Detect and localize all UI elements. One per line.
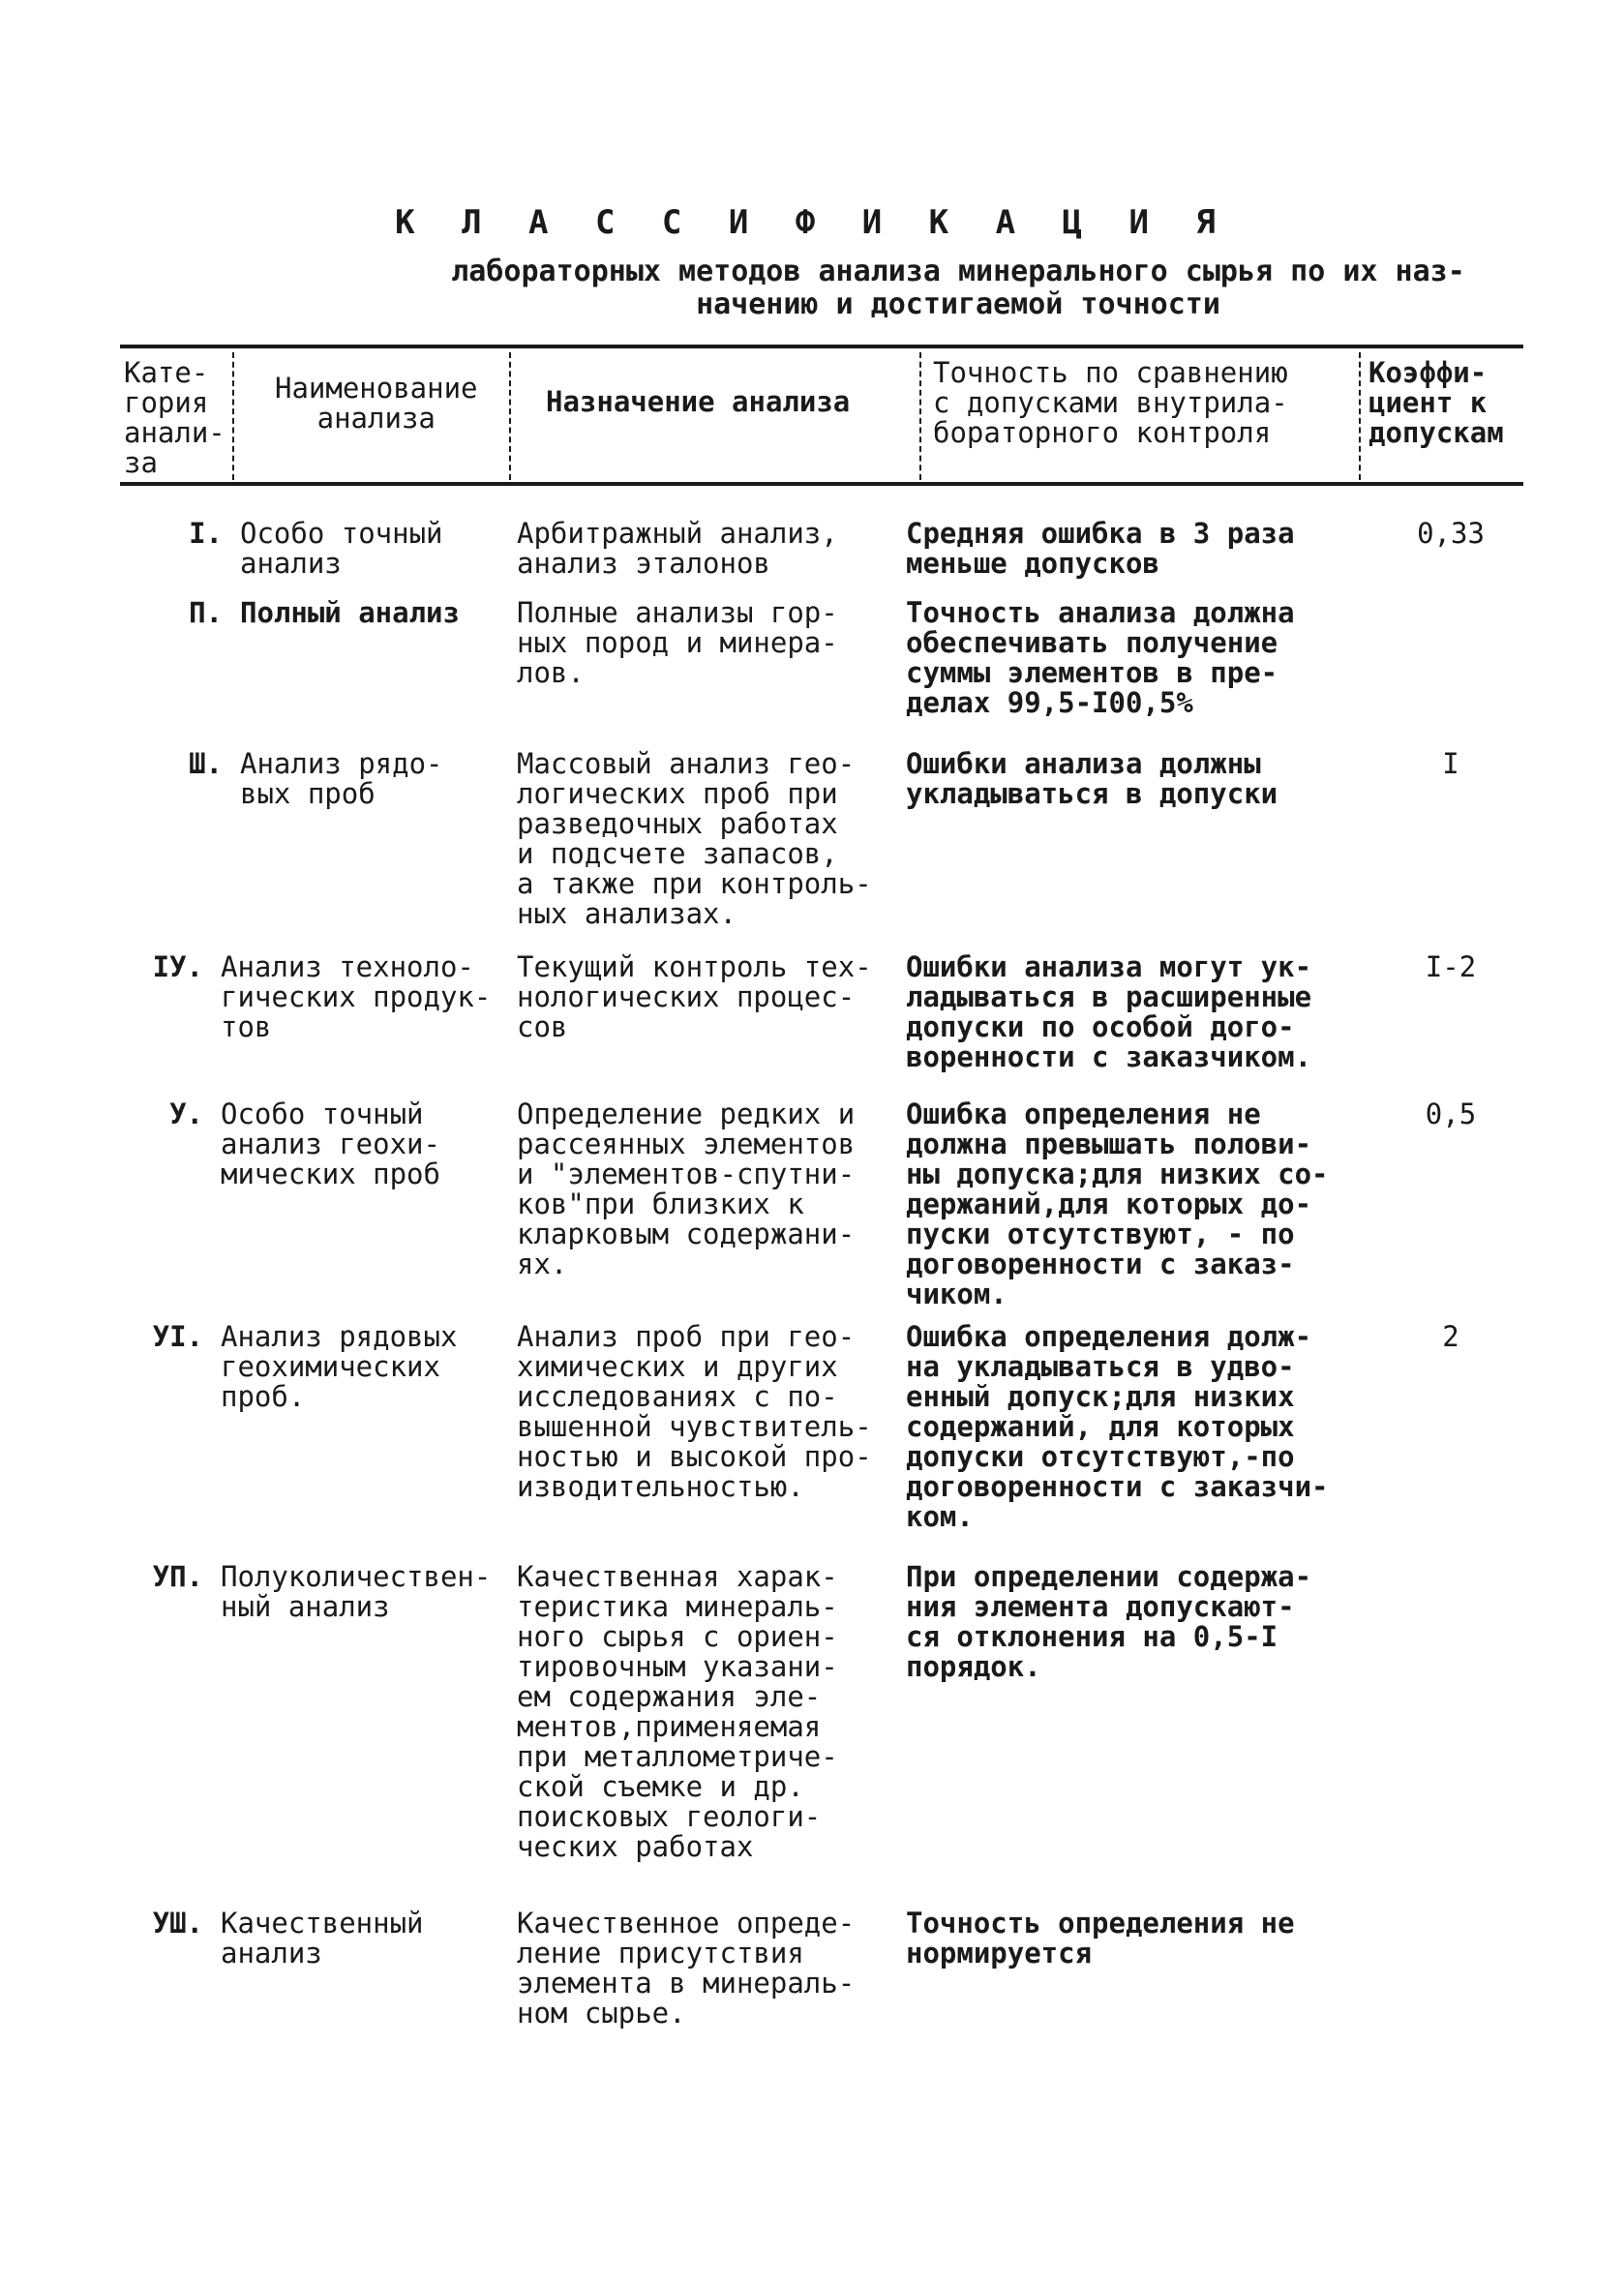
- header-purpose: Назначение анализа: [546, 385, 851, 418]
- row-analysis-purpose: Качественное опреде- ление присутствия элемента в минераль- ном сырье.: [517, 1907, 856, 2030]
- row-analysis-purpose: Анализ проб при гео- химических и других исследованиях с по- вышенной чувствитель- ностью и высокой про- изводительностью.: [517, 1320, 872, 1503]
- table-top-rule: [120, 345, 1523, 348]
- row-analysis-purpose: Качественная харак- теристика минераль- ного сырья с ориен- тировочным указани- ем содержания эле- ментов,применяемая при металлометриче- ской съемке и др. поисковых геологи- ческих работах: [517, 1560, 838, 1863]
- header-name: Наименование анализа: [275, 372, 478, 435]
- row-category-number: IУ.: [152, 950, 203, 983]
- row-analysis-name: Качественный анализ: [221, 1907, 424, 1970]
- subtitle-line-1: лабораторных методов анализа минерального сырья по их наз-: [451, 255, 1465, 288]
- document-title: К Л А С С И Ф И К А Ц И Я: [395, 203, 1229, 242]
- header-divider: [232, 352, 234, 480]
- row-analysis-name: Полуколичествен- ный анализ: [221, 1560, 492, 1623]
- header-divider: [919, 352, 921, 480]
- row-analysis-purpose: Определение редких и рассеянных элементов и "элементов-спутни- ков"при близких к кларковым содержани- ях.: [517, 1098, 856, 1280]
- row-accuracy: Точность анализа должна обеспечивать получение суммы элементов в пре- делах 99,5-I00,5%: [906, 596, 1295, 719]
- row-analysis-purpose: Арбитражный анализ, анализ эталонов: [517, 517, 838, 580]
- row-accuracy: Ошибка определения долж- на укладываться в удво- енный допуск;для низких содержаний, для которых допуски отсутствуют,-по договоренности с заказчи- ком.: [906, 1320, 1329, 1533]
- header-divider: [509, 352, 511, 480]
- subtitle-line-2: начению и достигаемой точности: [696, 287, 1220, 321]
- row-coefficient: I-2: [1425, 950, 1477, 983]
- row-accuracy: Ошибка определения не должна превышать полови- ны допуска;для низких со- держаний,для которых до- пуски отсутствуют, - по договоренности с заказ- чиком.: [906, 1098, 1329, 1310]
- row-accuracy: Ошибки анализа могут ук- ладываться в расширенные допуски по особой дого- воренности с заказчиком.: [906, 950, 1312, 1073]
- row-analysis-name: Особо точный анализ геохи- мических проб: [221, 1098, 440, 1190]
- row-coefficient: 2: [1442, 1320, 1459, 1353]
- row-category-number: Ш.: [189, 747, 223, 780]
- header-coefficient: Коэффи- циент к допускам: [1368, 356, 1504, 449]
- row-category-number: П.: [189, 596, 223, 629]
- row-coefficient: I: [1442, 747, 1459, 780]
- row-coefficient: 0,5: [1425, 1098, 1477, 1130]
- table-header-rule: [120, 482, 1523, 486]
- row-accuracy: Средняя ошибка в 3 раза меньше допусков: [906, 517, 1295, 580]
- row-category-number: УШ.: [152, 1907, 203, 1940]
- document-subtitle: [406, 256, 1510, 321]
- row-category-number: I.: [189, 517, 223, 550]
- row-analysis-name: Анализ техноло- гических продук- тов: [221, 950, 492, 1043]
- row-analysis-name: Анализ рядо- вых проб: [240, 747, 443, 810]
- row-analysis-name: Анализ рядовых геохимических проб.: [221, 1320, 458, 1413]
- row-category-number: У.: [169, 1098, 203, 1130]
- row-analysis-purpose: Полные анализы гор- ных пород и минера- лов.: [517, 596, 838, 689]
- row-accuracy: Ошибки анализа должны укладываться в допуски: [906, 747, 1278, 810]
- row-analysis-name: Особо точный анализ: [240, 517, 443, 580]
- header-category: Кате- гория анали- за: [124, 356, 226, 479]
- header-divider: [1359, 352, 1361, 480]
- header-accuracy: Точность по сравнению с допусками внутрила- бораторного контроля: [933, 356, 1288, 449]
- row-accuracy: Точность определения не нормируется: [906, 1907, 1295, 1970]
- row-accuracy: При определении содержа- ния элемента допускают- ся отклонения на 0,5-I порядок.: [906, 1560, 1312, 1683]
- row-coefficient: 0,33: [1417, 517, 1485, 550]
- row-category-number: УП.: [152, 1560, 203, 1593]
- row-analysis-purpose: Текущий контроль тех- нологических процес- сов: [517, 950, 872, 1043]
- row-category-number: УI.: [152, 1320, 203, 1353]
- row-analysis-purpose: Массовый анализ гео- логических проб при разведочных работах и подсчете запасов, а также при контроль- ных анализах.: [517, 747, 872, 930]
- row-analysis-name: Полный анализ: [240, 596, 460, 629]
